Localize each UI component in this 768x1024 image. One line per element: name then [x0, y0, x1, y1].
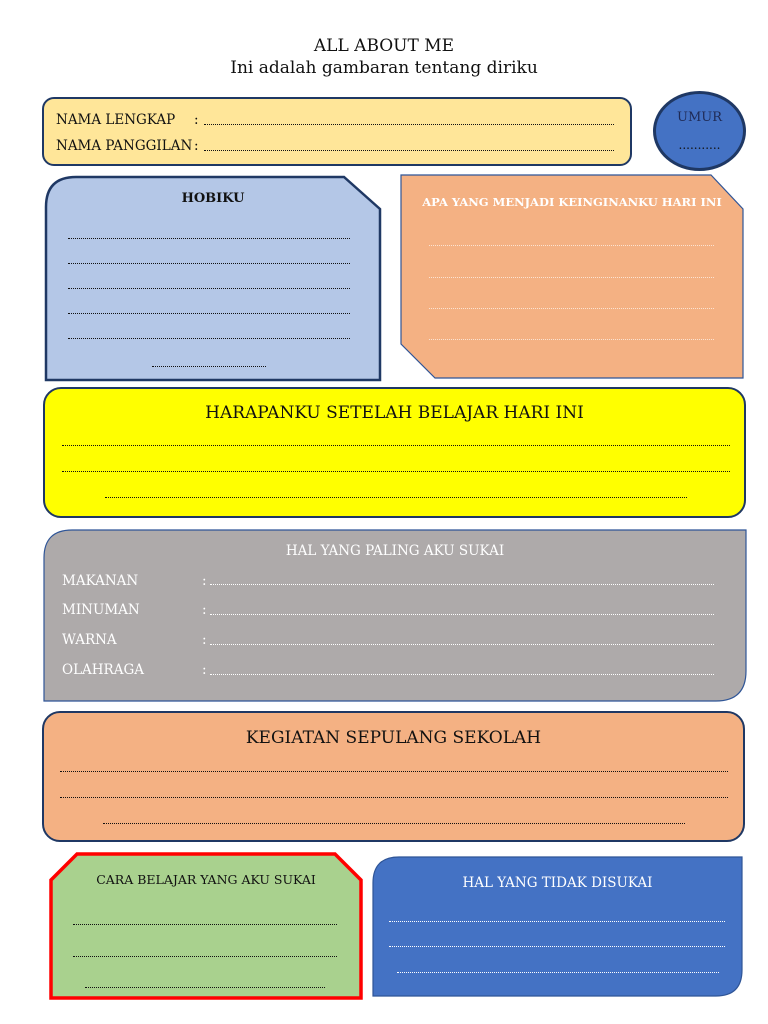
activities-line-3[interactable]: [103, 823, 685, 824]
learning-box: [49, 852, 363, 1000]
hope-box: [43, 387, 746, 518]
wish-line-1[interactable]: [429, 245, 714, 246]
page-subtitle: Ini adalah gambaran tentang diriku: [230, 58, 538, 78]
wish-line-2[interactable]: [429, 277, 714, 278]
nickname-label: NAMA PANGGILAN: [56, 138, 193, 154]
hope-title: HARAPANKU SETELAH BELAJAR HARI INI: [205, 403, 584, 423]
learning-line-2[interactable]: [73, 956, 337, 957]
fav-food-label: MAKANAN: [62, 573, 139, 589]
fav-sport-colon: :: [202, 662, 207, 678]
dislikes-title: HAL YANG TIDAK DISUKAI: [462, 875, 653, 891]
hobby-title: HOBIKU: [181, 191, 245, 206]
hobby-line-1[interactable]: [68, 238, 350, 239]
hobby-line-4[interactable]: [68, 313, 350, 314]
hobby-line-2[interactable]: [68, 263, 350, 264]
hobby-line-6[interactable]: [152, 366, 266, 367]
fav-sport-field[interactable]: [210, 674, 714, 675]
name-box: [42, 97, 632, 166]
dislikes-line-2[interactable]: [389, 946, 725, 947]
learning-title: CARA BELAJAR YANG AKU SUKAI: [96, 872, 316, 887]
dislikes-box: [371, 855, 744, 998]
fav-drink-label: MINUMAN: [62, 602, 140, 618]
activities-line-2[interactable]: [60, 797, 728, 798]
age-label: UMUR: [676, 110, 722, 125]
learning-line-3[interactable]: [85, 987, 325, 988]
hobby-shape-bg: [44, 175, 382, 382]
fav-food-field[interactable]: [210, 584, 714, 585]
hope-line-1[interactable]: [62, 445, 730, 446]
hobby-box: [44, 175, 382, 382]
fav-color-field[interactable]: [210, 644, 714, 645]
hope-line-3[interactable]: [105, 497, 687, 498]
wish-title: APA YANG MENJADI KEINGINANKU HARI INI: [422, 195, 722, 209]
fav-drink-colon: :: [202, 602, 207, 618]
wish-line-4[interactable]: [429, 339, 714, 340]
fav-drink-field[interactable]: [210, 614, 714, 615]
activities-line-1[interactable]: [60, 771, 728, 772]
page-title: ALL ABOUT ME: [313, 36, 455, 56]
nickname-colon: :: [194, 138, 199, 154]
wish-box: [399, 173, 745, 380]
dislikes-line-1[interactable]: [389, 921, 725, 922]
full-name-field[interactable]: [204, 124, 614, 125]
activities-title: KEGIATAN SEPULANG SEKOLAH: [245, 728, 542, 748]
learning-line-1[interactable]: [73, 924, 337, 925]
hobby-line-3[interactable]: [68, 288, 350, 289]
fav-sport-label: OLAHRAGA: [62, 662, 145, 678]
fav-food-colon: :: [202, 573, 207, 589]
nickname-field[interactable]: [204, 150, 614, 151]
fav-color-label: WARNA: [62, 632, 117, 648]
full-name-colon: :: [194, 112, 199, 128]
dislikes-line-3[interactable]: [397, 972, 719, 973]
wish-line-3[interactable]: [429, 308, 714, 309]
age-field[interactable]: ...........: [678, 138, 721, 152]
hobby-line-5[interactable]: [68, 338, 350, 339]
age-oval: [653, 91, 746, 171]
favorites-title: HAL YANG PALING AKU SUKAI: [285, 543, 505, 559]
hope-line-2[interactable]: [62, 471, 730, 472]
fav-color-colon: :: [202, 632, 207, 648]
favorites-box: [42, 528, 748, 703]
activities-box: [42, 711, 745, 842]
full-name-label: NAMA LENGKAP: [56, 112, 176, 128]
